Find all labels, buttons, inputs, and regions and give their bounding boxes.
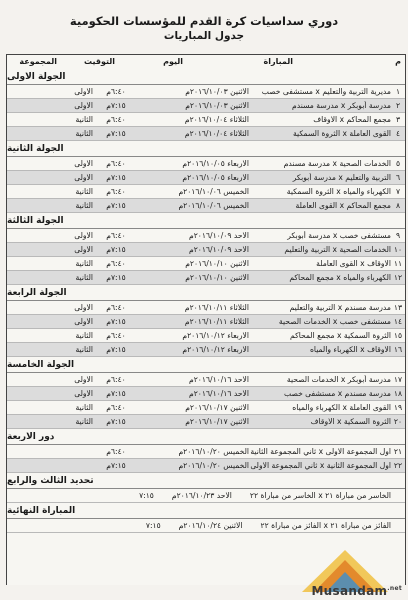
round-heading: الجولة الخامسة [7, 357, 405, 373]
match-day: الاحد ٢٠١٦/١٠/١٦م [189, 389, 249, 398]
match-time: ٦:٤٠م [106, 259, 126, 268]
table-row [7, 315, 405, 329]
table-row [7, 415, 405, 429]
match-teams: مدرسة أبوبكر x الخدمات الصحية [286, 375, 391, 384]
table-body [7, 69, 405, 533]
match-group: الاولى [74, 245, 93, 254]
match-teams: الثروة السمكية x مجمع المحاكم [290, 331, 391, 340]
third_place-day: الاحد ٢٠١٦/١٠/٢٣م [171, 491, 232, 500]
final-heading: المباراة النهائية [7, 503, 405, 519]
match-group: الاولى [74, 159, 93, 168]
table-row [7, 229, 405, 243]
match-day: الخميس ٢٠١٦/١٠/٠٦م [178, 187, 249, 196]
match-day: الاربعاء ٢٠١٦/١٠/١٢م [182, 331, 249, 340]
round-heading: الجولة الرابعة [7, 285, 405, 301]
match-number: ٥ [395, 159, 401, 168]
match-number: ٤ [395, 129, 401, 138]
match-number: ١٦ [393, 345, 403, 354]
final-teams: الفائز من مباراة ٢١ x الفائز من مباراة ٢٢ [260, 521, 391, 530]
match-day: الاثنين ٢٠١٦/١٠/١٠م [185, 259, 249, 268]
match-number: ١٧ [393, 375, 403, 384]
watermark-text: Musandam [311, 584, 388, 598]
third_place-teams: الخاسر من مباراة ٢١ x الخاسر من مباراة ٢٢ [249, 491, 391, 500]
match-number: ٢١ [393, 447, 403, 456]
header-group: المجموعة [19, 57, 57, 66]
match-day: الاثنين ٢٠١٦/١٠/١٧م [185, 417, 249, 426]
page-subtitle: جدول المباريات [163, 30, 245, 42]
match-number: ٣ [395, 115, 401, 124]
table-row [7, 445, 405, 459]
match-time: ٦:٤٠م [106, 331, 126, 340]
match-teams: مدرسة مسندم x التربية والتعليم [289, 303, 391, 312]
match-time: ٦:٤٠م [106, 303, 126, 312]
table-row [7, 157, 405, 171]
match-time: ٧:١٥م [106, 245, 126, 254]
header-num: م [395, 57, 401, 66]
table-row [7, 271, 405, 285]
match-day: الاحد ٢٠١٦/١٠/٠٩م [189, 231, 249, 240]
match-teams: مجمع المحاكم x القوى العاملة [295, 201, 391, 210]
watermark-logo [311, 584, 402, 598]
match-teams: مدرسة أبوبكر x مدرسة مسندم [292, 101, 391, 110]
match-group: الاولى [74, 317, 93, 326]
table-header [7, 55, 405, 69]
header-day: اليوم [163, 57, 183, 66]
match-group: الثانية [75, 129, 93, 138]
match-time: ٧:١٥م [106, 461, 126, 470]
match-time: ٧:١٥م [106, 317, 126, 326]
table-row [7, 199, 405, 213]
match-teams: اول المجموعة الثانية x ثاني المجموعة الاولى [250, 461, 391, 470]
match-teams: القوى العاملة x الكهرباء والمياه [292, 403, 391, 412]
table-row [7, 459, 405, 473]
match-number: ١٥ [393, 331, 403, 340]
match-number: ٨ [395, 201, 401, 210]
match-time: ٧:١٥م [106, 345, 126, 354]
round-heading: الجولة الثالثة [7, 213, 405, 229]
match-day: الخميس ٢٠١٦/١٠/٠٦م [178, 201, 249, 210]
table-row [7, 387, 405, 401]
match-number: ١٣ [393, 303, 403, 312]
final-row [7, 519, 405, 533]
match-time: ٦:٤٠م [106, 187, 126, 196]
match-time: ٧:١٥م [106, 389, 126, 398]
match-day: الاثنين ٢٠١٦/١٠/١٠م [185, 273, 249, 282]
match-number: ١٩ [393, 403, 403, 412]
table-row [7, 401, 405, 415]
table-row [7, 329, 405, 343]
match-day: الثلاثاء ٢٠١٦/١٠/٠٤م [184, 115, 249, 124]
match-day: الخميس ٢٠١٦/١٠/٢٠م [178, 447, 249, 456]
table-row [7, 185, 405, 199]
match-day: الاربعاء ٢٠١٦/١٠/٠٥م [182, 159, 249, 168]
match-group: الثانية [75, 259, 93, 268]
header-match: المباراة [263, 57, 293, 66]
match-day: الخميس ٢٠١٦/١٠/٢٠م [178, 461, 249, 470]
match-group: الاولى [74, 231, 93, 240]
round-heading: الجولة الاولى [7, 69, 405, 85]
third_place-row [7, 489, 405, 503]
match-day: الاحد ٢٠١٦/١٠/٠٩م [189, 245, 249, 254]
match-group: الاولى [74, 173, 93, 182]
match-day: الاربعاء ٢٠١٦/١٠/١٢م [182, 345, 249, 354]
final-time: ٧:١٥ [145, 521, 161, 530]
match-group: الثانية [75, 115, 93, 124]
match-day: الاثنين ٢٠١٦/١٠/٠٣م [185, 101, 249, 110]
match-teams: اول المجموعة الاولى x ثاني المجموعة الثانية [250, 447, 391, 456]
table-row [7, 99, 405, 113]
match-teams: القوى العاملة x الثروة السمكية [292, 129, 391, 138]
match-time: ٧:١٥م [106, 173, 126, 182]
match-time: ٦:٤٠م [106, 159, 126, 168]
match-teams: التربية والتعليم x مدرسة أبوبكر [292, 173, 391, 182]
table-row [7, 343, 405, 357]
match-group: الثانية [75, 273, 93, 282]
match-day: الثلاثاء ٢٠١٦/١٠/١١م [184, 303, 249, 312]
match-group: الاولى [74, 389, 93, 398]
match-teams: الكهرباء والمياه x مجمع المحاكم [289, 273, 391, 282]
match-group: الثانية [75, 201, 93, 210]
table-row [7, 171, 405, 185]
match-day: الاثنين ٢٠١٦/١٠/١٧م [185, 403, 249, 412]
table-row [7, 301, 405, 315]
match-teams: الكهرباء والمياه x الثروة السمكية [286, 187, 391, 196]
match-time: ٧:١٥م [106, 129, 126, 138]
match-day: الثلاثاء ٢٠١٦/١٠/١١م [184, 317, 249, 326]
match-teams: الخدمات الصحية x التربية والتعليم [284, 245, 391, 254]
match-number: ٢ [395, 101, 401, 110]
match-group: الثانية [75, 187, 93, 196]
match-day: الاحد ٢٠١٦/١٠/١٦م [189, 375, 249, 384]
match-number: ١١ [393, 259, 403, 268]
match-number: ١٢ [393, 273, 403, 282]
watermark-suffix: .net [387, 585, 402, 592]
final-day: الاثنين ٢٠١٦/١٠/٢٤م [178, 521, 243, 530]
match-day: الاثنين ٢٠١٦/١٠/٠٣م [185, 87, 249, 96]
match-group: الثانية [75, 417, 93, 426]
match-time: ٦:٤٠م [106, 403, 126, 412]
match-teams: الاوقاف x القوى العاملة [316, 259, 391, 268]
match-time: ٦:٤٠م [106, 375, 126, 384]
match-number: ١٤ [393, 317, 403, 326]
match-group: الاولى [74, 87, 93, 96]
match-teams: الاوقاف x الكهرباء والمياه [309, 345, 391, 354]
match-day: الاربعاء ٢٠١٦/١٠/٠٥م [182, 173, 249, 182]
match-time: ٧:١٥م [106, 201, 126, 210]
match-teams: مستشفى خصب x الخدمات الصحية [278, 317, 391, 326]
match-time: ٧:١٥م [106, 417, 126, 426]
match-time: ٧:١٥م [106, 273, 126, 282]
match-teams: مستشفى خصب x مدرسة أبوبكر [287, 231, 391, 240]
table-row [7, 373, 405, 387]
schedule-table [6, 54, 406, 585]
match-group: الثانية [75, 345, 93, 354]
match-group: الثانية [75, 403, 93, 412]
match-group: الاولى [74, 303, 93, 312]
table-row [7, 113, 405, 127]
match-teams: الثروة السمكية x الاوقاف [310, 417, 391, 426]
match-teams: الخدمات الصحية x مدرسة مسندم [283, 159, 391, 168]
match-teams: مديرية التربية والتعليم x مستشفى خصب [261, 87, 391, 96]
match-number: ٩ [395, 231, 401, 240]
match-time: ٧:١٥م [106, 101, 126, 110]
match-teams: مدرسة مسندم x مستشفى خصب [284, 389, 391, 398]
third_place-heading: تحديد الثالث والرابع [7, 473, 405, 489]
match-group: الاولى [74, 375, 93, 384]
third_place-time: ٧:١٥ [139, 491, 154, 500]
match-number: ١٠ [393, 245, 403, 254]
match-day: الثلاثاء ٢٠١٦/١٠/٠٤م [184, 129, 249, 138]
table-row [7, 257, 405, 271]
match-number: ٢٢ [393, 461, 403, 470]
match-teams: مجمع المحاكم x الاوقاف [313, 115, 391, 124]
table-row [7, 127, 405, 141]
match-time: ٦:٤٠م [106, 231, 126, 240]
match-number: ٧ [395, 187, 401, 196]
round-heading: دور الاربعة [7, 429, 405, 445]
match-time: ٦:٤٠م [106, 87, 126, 96]
match-number: ٦ [395, 173, 401, 182]
round-heading: الجولة الثانية [7, 141, 405, 157]
header-time: التوقيت [84, 57, 115, 66]
match-number: ١ [395, 87, 401, 96]
match-number: ٢٠ [393, 417, 403, 426]
table-row [7, 85, 405, 99]
match-group: الاولى [74, 101, 93, 110]
match-number: ١٨ [393, 389, 403, 398]
page-title: دوري سداسيات كرة القدم للمؤسسات الحكومية [69, 14, 339, 28]
match-time: ٦:٤٠م [106, 115, 126, 124]
match-group: الثانية [75, 331, 93, 340]
match-time: ٦:٤٠م [106, 447, 126, 456]
table-row [7, 243, 405, 257]
